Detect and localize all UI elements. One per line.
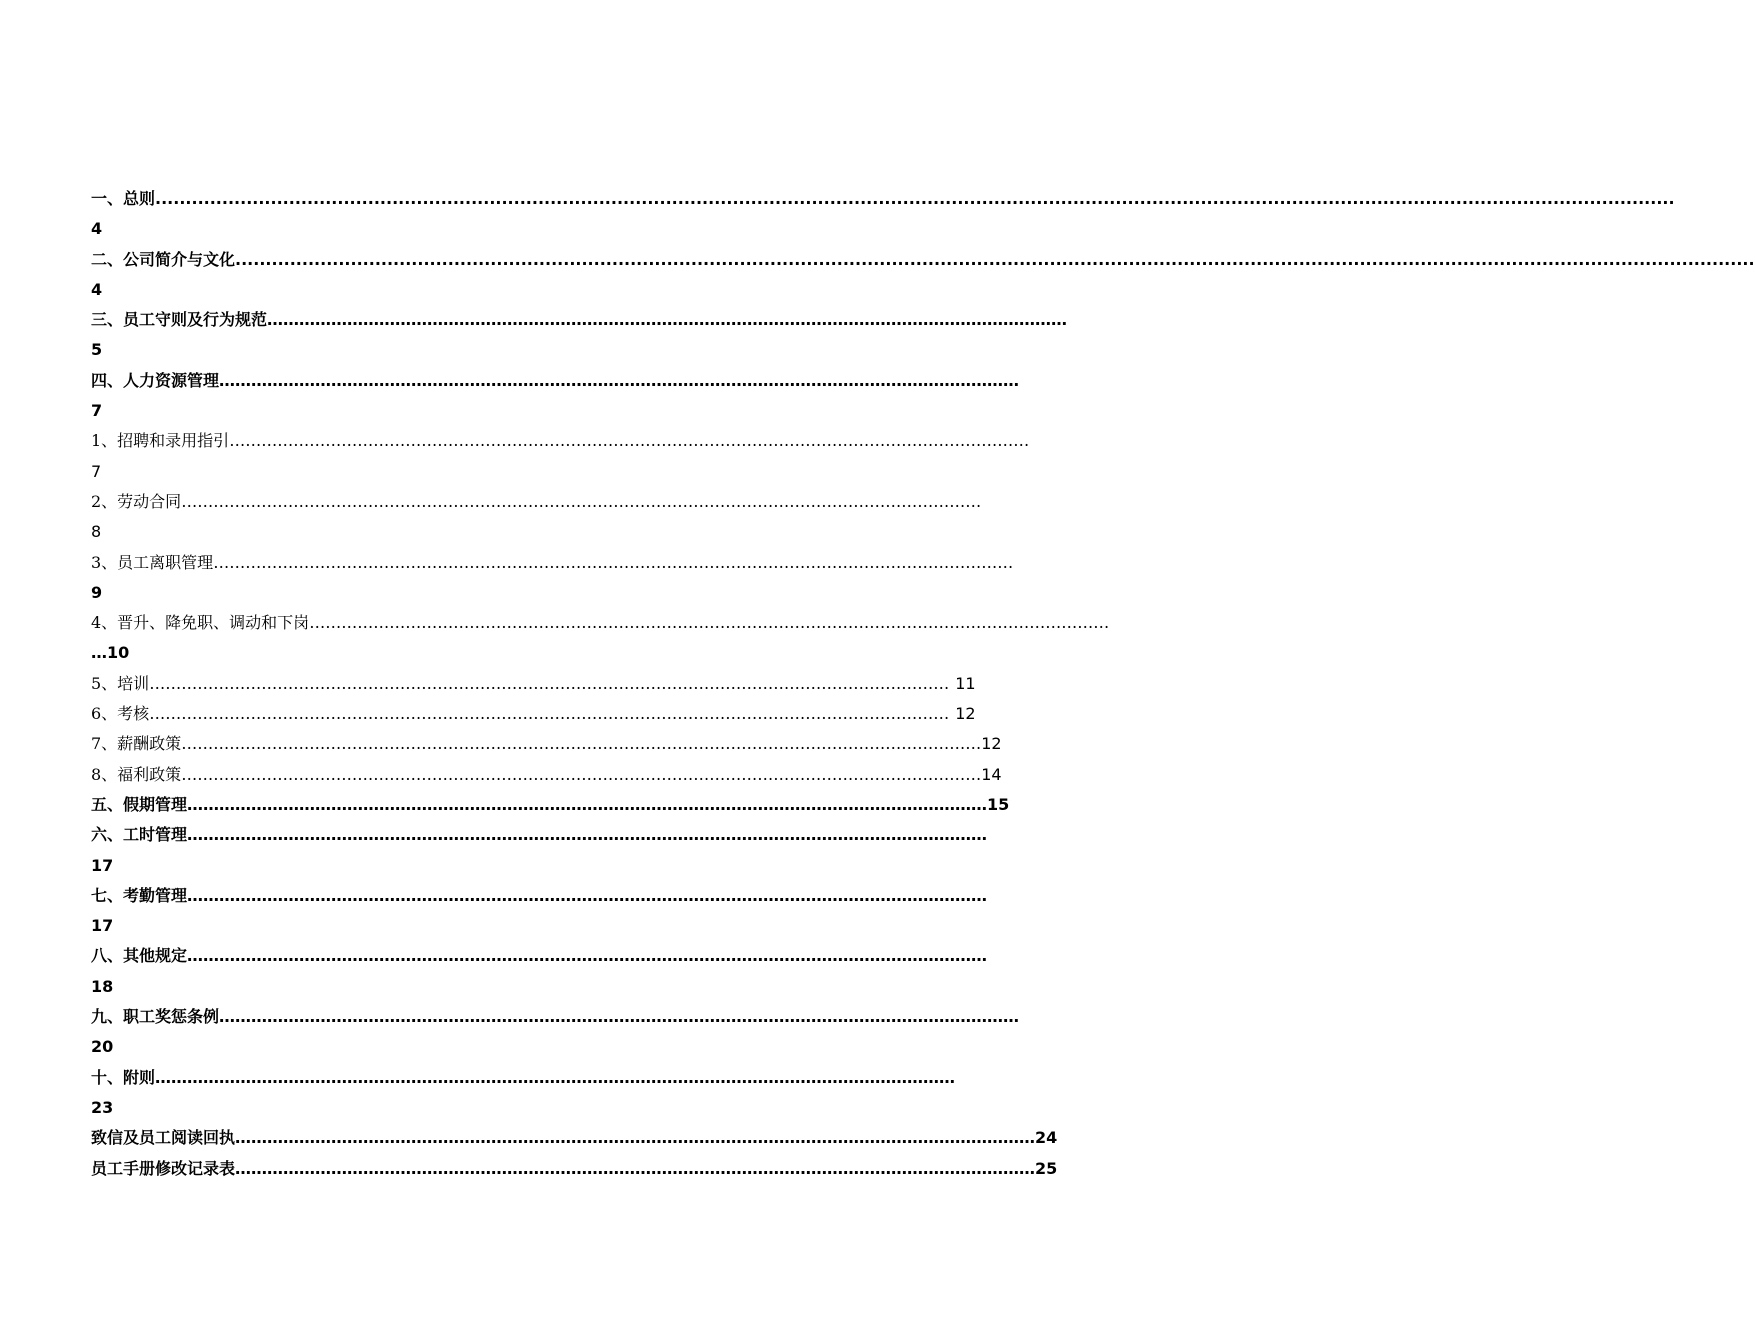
toc-leader-dots: …………………………………………………………………………………………………………………………………… [235, 1158, 1036, 1178]
toc-leader-dots: …………………………………………………………………………………………………………………………………… [309, 613, 1110, 633]
toc-entry[interactable] [91, 760, 1002, 790]
toc-entry-label: 5、培训 [91, 673, 150, 693]
toc-entry-label: 十、附则 [91, 1067, 156, 1087]
toc-entry[interactable] [91, 608, 1110, 638]
toc-entry-page: 7 [91, 401, 103, 421]
toc-entry-label: 六、工时管理 [91, 825, 188, 845]
table-of-contents [91, 184, 1755, 1184]
toc-entry-page: 23 [91, 1097, 114, 1117]
toc-leader-dots: …………………………………………………………………………………………………………………………………… [219, 1007, 1020, 1027]
toc-entry-label: 1、招聘和录用指引 [91, 431, 230, 451]
toc-leader-dots: …………………………………………………………………………………………………………………………………… [181, 734, 982, 754]
toc-entry-page: 4 [91, 279, 103, 299]
toc-leader-dots: …………………………………………………………………………………………………………………………………… [149, 673, 950, 693]
toc-entry[interactable] [91, 184, 1675, 214]
toc-entry-label: 四、人力资源管理 [91, 370, 220, 390]
toc-entry-page: 12 [981, 734, 1002, 754]
toc-entry[interactable] [91, 305, 1068, 335]
toc-entry[interactable] [91, 1063, 956, 1093]
toc-entry-label: 6、考核 [91, 704, 150, 724]
toc-leader-dots: …………………………………………………………………………………………………………………………………… [235, 1128, 1036, 1148]
toc-entry[interactable] [91, 487, 982, 517]
toc-entry-label: 一、总则 [91, 189, 156, 208]
toc-entry-page: 9 [91, 582, 103, 602]
toc-entry-label: 九、职工奖惩条例 [91, 1007, 220, 1027]
toc-entry-label: 八、其他规定 [91, 946, 188, 966]
toc-entry-page: 7 [91, 461, 102, 481]
toc-entry-page: 18 [91, 976, 114, 996]
toc-entry-page: 5 [91, 340, 103, 360]
toc-leader-dots: …………………………………………………………………………………………………………………………………… [187, 794, 988, 814]
toc-entry[interactable] [91, 941, 988, 971]
toc-entry-label: 2、劳动合同 [91, 491, 182, 511]
toc-entry-label: 8、福利政策 [91, 764, 182, 784]
toc-leader-dots: …………………………………………………………………………………………………………………………………… [155, 1067, 956, 1087]
toc-entry[interactable] [91, 790, 1010, 820]
toc-leader-dots: …………………………………………………………………………………………………………………………………… [181, 764, 982, 784]
toc-entry-label: 二、公司简介与文化 [91, 249, 236, 269]
toc-leader-dots: …………………………………………………………………………………………………………………………………… [187, 946, 988, 966]
toc-entry[interactable] [91, 669, 976, 699]
toc-entry[interactable] [91, 1154, 1058, 1184]
toc-leader-dots: …………………………………………………………………………………………………………………………………… [187, 885, 988, 905]
toc-entry-page: 8 [91, 522, 102, 542]
toc-entry-page: 17 [91, 855, 114, 875]
toc-entry-page: 14 [981, 764, 1002, 784]
toc-leader-dots: .......................................................................................................................................................................................................................................................... [235, 249, 1755, 269]
toc-entry[interactable] [91, 729, 1002, 759]
toc-entry-label: 7、薪酬政策 [91, 734, 182, 754]
toc-entry[interactable] [91, 881, 988, 911]
toc-entry-page: 17 [91, 916, 114, 936]
toc-entry-label: 4、晋升、降免职、调动和下岗 [91, 613, 310, 633]
toc-entry-label: 员工手册修改记录表 [91, 1158, 236, 1178]
toc-entry-page: 15 [987, 794, 1010, 814]
toc-entry[interactable] [91, 426, 1030, 456]
toc-entry[interactable] [91, 699, 976, 729]
toc-entry-page: 25 [1035, 1158, 1058, 1178]
toc-leader-dots: …………………………………………………………………………………………………………………………………… [213, 552, 1014, 572]
toc-leader-dots: …………………………………………………………………………………………………………………………………… [187, 825, 988, 845]
toc-leader-dots: …………………………………………………………………………………………………………………………………… [219, 370, 1020, 390]
toc-entry-page: 24 [1035, 1128, 1058, 1148]
toc-entry[interactable] [91, 1123, 1058, 1153]
toc-leader-dots: …………………………………………………………………………………………………………………………………… [149, 704, 950, 724]
toc-entry-page: 11 [955, 673, 976, 693]
toc-entry-label: 七、考勤管理 [91, 885, 188, 905]
toc-entry[interactable] [91, 548, 1014, 578]
toc-entry-label: 3、员工离职管理 [91, 552, 214, 572]
toc-leader-dots: …………………………………………………………………………………………………………………………………… [267, 310, 1068, 330]
toc-entry-label: 三、员工守则及行为规范 [91, 310, 268, 330]
toc-entry[interactable] [91, 366, 1020, 396]
toc-entry-label: 致信及员工阅读回执 [91, 1128, 236, 1148]
toc-entry[interactable] [91, 820, 988, 850]
toc-leader-dots: …………………………………………………………………………………………………………………………………… [181, 491, 982, 511]
toc-entry-page: …10 [91, 643, 130, 663]
toc-entry[interactable] [91, 245, 1755, 275]
toc-entry-label: 五、假期管理 [91, 794, 188, 814]
toc-entry-page: 12 [955, 704, 976, 724]
toc-leader-dots: .......................................................................................................................................................................................................................................................... [155, 189, 1675, 208]
toc-leader-dots: …………………………………………………………………………………………………………………………………… [229, 431, 1030, 451]
toc-entry-page: 4 [91, 219, 103, 239]
toc-entry[interactable] [91, 1002, 1020, 1032]
toc-entry-page: 20 [91, 1037, 114, 1057]
